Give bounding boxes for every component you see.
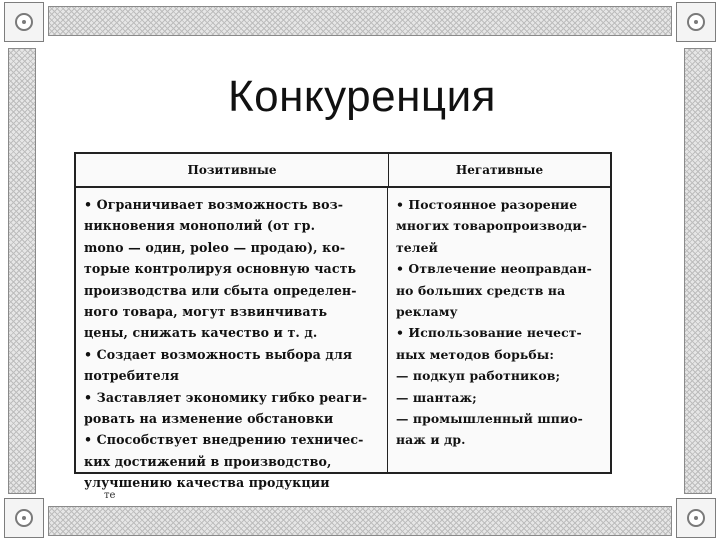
table-header-row [76,154,610,188]
table-line: ных методов борьбы: [396,346,554,362]
frame-left-bar [8,48,36,494]
frame-top-bar [48,6,672,36]
table-line: никновения монополий (от гр. [84,218,316,234]
table-line: • Ограничивает возможность воз- [84,197,344,212]
table-line: наж и др. [396,432,466,448]
corner-ring-icon [676,2,716,42]
header-negative: Негативные [455,163,544,177]
frame-bottom-bar [48,506,672,536]
table-line: рекламу [396,304,458,320]
table-body-row [76,188,610,491]
corner-ring-icon [4,2,44,42]
comparison-table [74,152,612,491]
table-line: ровать на изменение обстановки [84,411,334,427]
table-line: — подкуп работников; [396,368,561,384]
table-line: но больших средств на [396,282,566,298]
table-line: телей [396,239,438,255]
table-line: ного товара, могут взвинчивать [84,304,328,320]
table-line: улучшению качества продукции [84,475,330,491]
table-line: • Использование нечест- [396,325,582,341]
table-line: — шантаж; [396,389,477,405]
table-line: производства или сбыта определен- [84,282,357,298]
corner-ring-icon [676,498,716,538]
table-line: • Способствует внедрению техничес- [84,432,364,448]
table-line: • Постоянное разорение [396,197,578,212]
corner-ring-icon [4,498,44,538]
table-line: торые контролируя основную часть [84,261,357,277]
table-line: • Заставляет экономику гибко реаги- [84,389,368,405]
table-line: потребителя [84,368,180,384]
slide-title: Конкуренция [228,72,496,121]
table-line: mono — один, poleo — продаю), ко- [84,239,346,255]
positive-column [76,188,388,491]
frame-right-bar [684,48,712,494]
header-positive: Позитивные [76,154,389,186]
table-line: многих товаропроизводи- [396,218,587,234]
table-line: • Отвлечение неоправдан- [396,261,592,277]
table-line: ких достижений в производство, [84,453,332,469]
footer-mark: те [104,490,116,501]
table-line: • Создает возможность выбора для [84,346,353,362]
table-line: цены, снижать качество и т. д. [84,325,318,341]
negative-column [388,188,610,472]
table-line: — промышленный шпио- [396,411,583,427]
